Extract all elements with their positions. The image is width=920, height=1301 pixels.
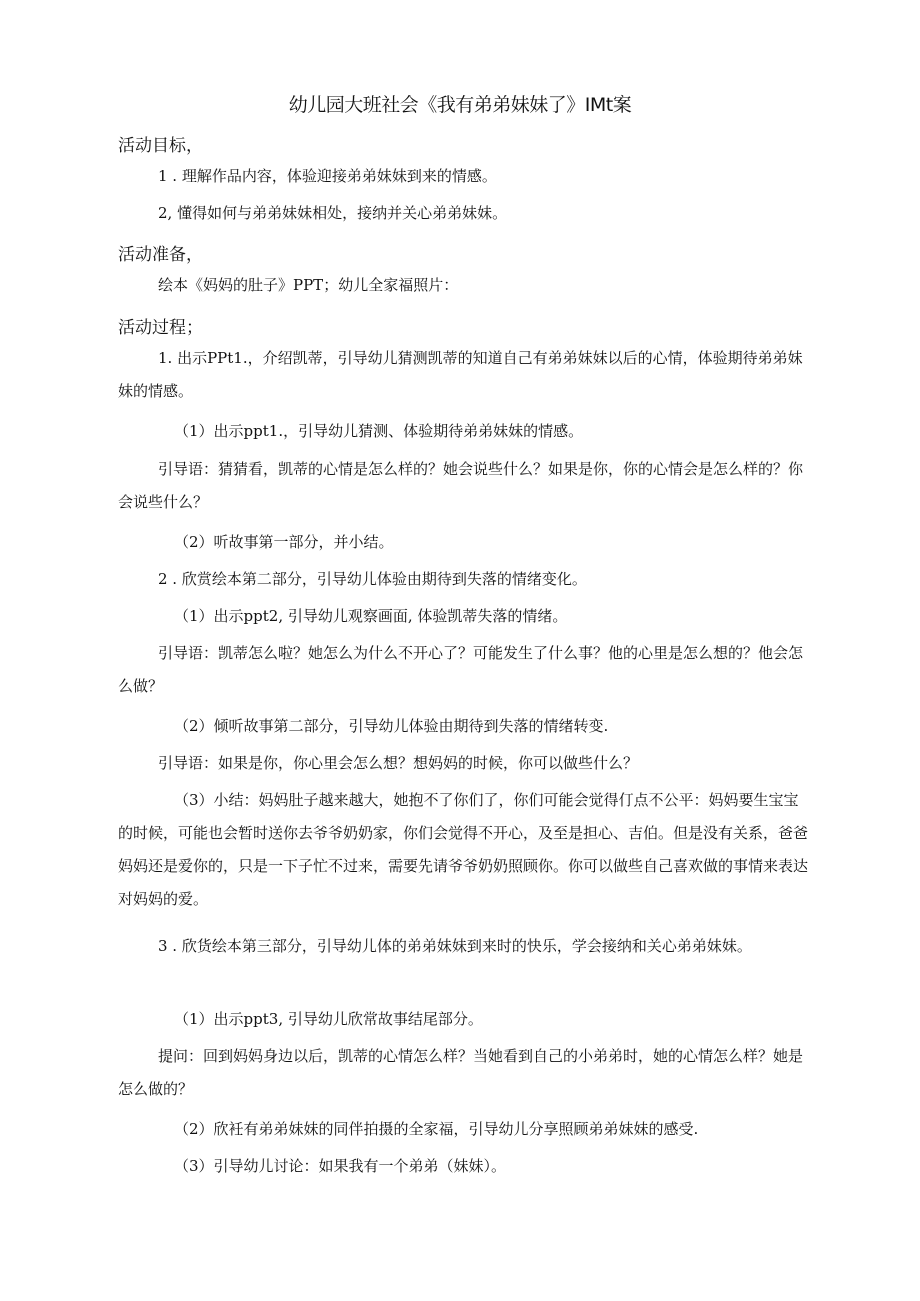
process-step-2-sub-1: （1）出示ppt2, 引导幼儿观察画面, 体验凯蒂失落的情绪。 <box>174 607 568 625</box>
process-step-2-sub-2: （2）倾听故事第二部分，引导幼儿体验由期待到失落的情绪转变. <box>174 717 609 735</box>
process-step-3-question: 提问：回到妈妈身边以后，凯蒂的心情怎么样？当她看到自己的小弟弟时，她的心情怎么样？她是怎么做的？ <box>118 1047 804 1098</box>
process-step-3-sub-3: （3）引导幼儿讨论：如果我有一个弟弟（妹妹）。 <box>174 1157 507 1175</box>
goals-heading: 活动目标， <box>118 136 203 156</box>
process-step-3-sub-1: （1）出示ppt3, 引导幼儿欣常故事结尾部分。 <box>174 1010 483 1028</box>
prep-text: 绘本《妈妈的肚子》PPT；幼儿全家福照片： <box>158 276 459 294</box>
document-title: 幼儿园大班社会《我有弟弟妹妹了》IMt案 <box>288 94 632 116</box>
process-step-1-guide: 引导语：猜猜看，凯蒂的心情是怎么样的？她会说些什么？如果是你，你的心情会是怎么样的？你会说些什么？ <box>118 460 804 511</box>
process-step-2: 2 . 欣赏绘本第二部分，引导幼儿体验由期待到失落的情绪变化。 <box>158 570 587 588</box>
process-step-2-guide-2: 引导语：如果是你，你心里会怎么想？想妈妈的时候，你可以做些什么？ <box>158 754 639 772</box>
process-heading: 活动过程； <box>118 318 203 338</box>
process-step-2-summary: （3）小结：妈妈肚子越来越大，她抱不了你们了，你们可能会觉得仃点不公平：妈妈要生宝宝的时候，可能也会暂时送你去爷爷奶奶家，你们会觉得不开心，及至是担心、吉伯。但是没有关系，爸爸妈妈还是爱你的，只是一下子忙不过来，需要先请爷爷奶奶照顾你。你可以做些自己喜欢做的事情来表达对妈妈的爱。 <box>118 791 809 908</box>
process-step-1-sub-2: （2）听故事第一部分，并小结。 <box>174 533 394 551</box>
process-step-1-sub-1: （1）出示ppt1.，引导幼儿猜测、体验期待弟弟妹妹的情感。 <box>174 422 584 440</box>
goal-item-2: 2, 懂得如何与弟弟妹妹相处，接纳并关心弟弟妹妹。 <box>158 204 508 222</box>
process-step-1: 1. 出示PPt1.，介绍凯蒂，引导幼儿猜测凯蒂的知道自己有弟弟妹妹以后的心情，体验期待弟弟妹妹的情感。 <box>118 349 803 400</box>
process-step-3: 3 . 欣货绘本第三部分，引导幼儿体的弟弟妹妹到来时的快乐，学会接纳和关心弟弟妹妹。 <box>158 937 752 955</box>
goal-item-1: 1 . 理解作品内容，体验迎接弟弟妹妹到来的情感。 <box>158 167 497 185</box>
process-step-2-guide-1: 引导语：凯蒂怎么啦？她怎么为什么不开心了？可能发生了什么事？他的心里是怎么想的？他会怎么做？ <box>118 644 804 695</box>
prep-heading: 活动准备， <box>118 245 203 265</box>
process-step-3-sub-2: （2）欣衽有弟弟妹妹的同伴拍摄的全家福，引导幼儿分享照顾弟弟妹妹的感受. <box>174 1120 699 1138</box>
